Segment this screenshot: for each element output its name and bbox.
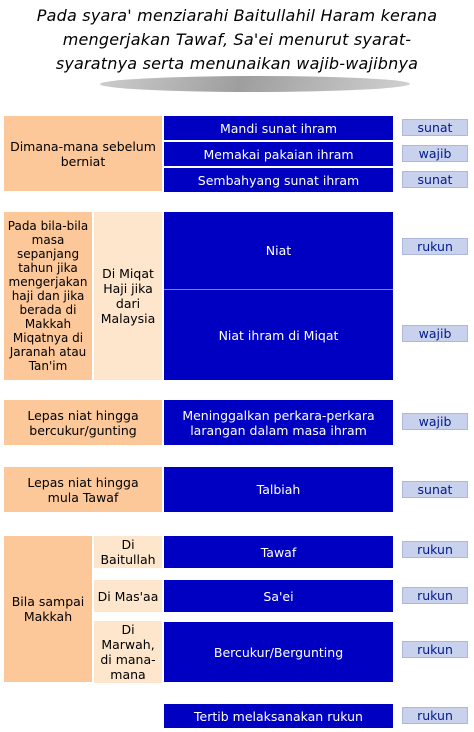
status-badge: rukun (402, 641, 468, 658)
activity-bercukur: Bercukur/Bergunting (164, 622, 393, 682)
status-badge: rukun (402, 238, 468, 255)
context-arriving-makkah: Bila sampai Makkah (4, 536, 92, 682)
status-badge: sunat (402, 171, 468, 188)
activity-tertib-rukun: Tertib melaksanakan rukun (164, 704, 393, 728)
location-baitullah: Di Baitullah (94, 536, 162, 568)
title-line-3: syaratnya serta menunaikan wajib-wajibnya (55, 54, 419, 73)
activity-talbiah: Talbiah (164, 467, 393, 512)
activity-mandi-sunat-ihram: Mandi sunat ihram (164, 116, 393, 140)
activity-saei: Sa'ei (164, 580, 393, 612)
context-after-intention-until-tawaf: Lepas niat hingga mula Tawaf (4, 467, 162, 512)
activity-tawaf: Tawaf (164, 536, 393, 568)
context-after-intention-until-shave: Lepas niat hingga bercukur/gunting (4, 400, 162, 445)
title-block (0, 4, 474, 94)
status-badge: sunat (402, 119, 468, 136)
status-badge: rukun (402, 707, 468, 724)
activity-meninggalkan-larangan: Meninggalkan perkara-perkara larangan dalam masa ihram (164, 400, 393, 445)
status-badge: wajib (402, 325, 468, 342)
status-badge: rukun (402, 587, 468, 604)
activity-memakai-pakaian-ihram: Memakai pakaian ihram (164, 142, 393, 166)
activity-sembahyang-sunat-ihram: Sembahyang sunat ihram (164, 168, 393, 192)
status-badge: sunat (402, 481, 468, 498)
status-badge: wajib (402, 145, 468, 162)
context-before-intention: Dimana-mana sebelum berniat (4, 116, 162, 191)
status-badge: rukun (402, 541, 468, 558)
title-line-2: mengerjakan Tawaf, Sa'ei menurut syarat- (62, 30, 412, 49)
title-underline-swoosh (97, 76, 413, 92)
status-badge: wajib (402, 413, 468, 430)
context-miqat-malaysia: Di Miqat Haji jika dari Malaysia (94, 212, 162, 380)
context-anytime-makkah: Pada bila-bila masa sepanjang tahun jika mengerjakan haji dan jika berada di Makkah Miqatnya di Jaranah atau Tan'im (4, 212, 92, 380)
activity-niat: Niat (164, 212, 393, 289)
location-masaa: Di Mas'aa (94, 580, 162, 612)
title-line-1: Pada syara' menziarahi Baitullahil Haram kerana (36, 6, 438, 25)
location-marwah: Di Marwah, di mana-mana (94, 621, 162, 683)
activity-niat-ihram-miqat: Niat ihram di Miqat (164, 290, 393, 380)
